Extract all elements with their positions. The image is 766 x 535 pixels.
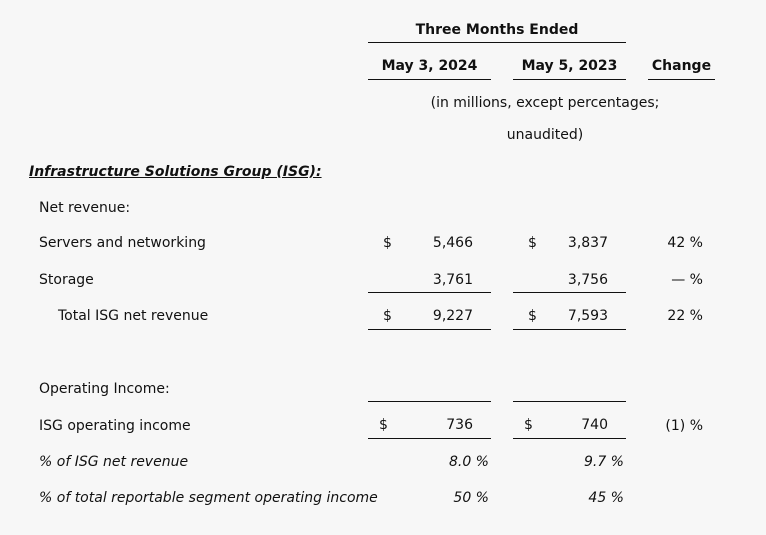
row-label-pct-total-segment-operating-income: % of total reportable segment operating income xyxy=(39,490,378,506)
value-2024: 5,466 xyxy=(432,235,473,251)
row-label-servers-networking: Servers and networking xyxy=(39,235,206,251)
value-2024: 9,227 xyxy=(432,308,473,324)
change-header-rule xyxy=(648,79,715,80)
currency-symbol: $ xyxy=(528,235,537,251)
change-value: — % xyxy=(671,272,703,288)
column-header-may-3-2024: May 3, 2024 xyxy=(381,58,478,74)
col2-header-rule xyxy=(513,79,626,80)
change-value: (1) % xyxy=(665,418,703,434)
row-label-pct-isg-net-revenue: % of ISG net revenue xyxy=(39,454,189,470)
subtotal-rule-2024 xyxy=(368,292,491,293)
operating-income-label: Operating Income: xyxy=(39,381,170,397)
col1-header-rule xyxy=(368,79,491,80)
currency-symbol: $ xyxy=(528,308,537,324)
currency-symbol: $ xyxy=(383,235,392,251)
currency-symbol: $ xyxy=(524,417,533,433)
operating-rule-2023 xyxy=(513,401,626,402)
value-2024: 736 xyxy=(446,417,473,433)
subtotal-rule-2023 xyxy=(513,292,626,293)
operating-total-rule-2024 xyxy=(368,438,491,439)
change-value: 22 % xyxy=(667,308,703,324)
value-2023: 7,593 xyxy=(567,308,608,324)
total-rule-2023 xyxy=(513,329,626,330)
currency-symbol: $ xyxy=(383,308,392,324)
net-revenue-label: Net revenue: xyxy=(39,200,131,216)
row-label-total-isg-net-revenue: Total ISG net revenue xyxy=(58,308,209,324)
value-2024: 50 % xyxy=(453,490,489,506)
period-title-rule xyxy=(368,42,626,43)
units-note-line1: (in millions, except percentages; xyxy=(430,95,660,111)
value-2023: 3,756 xyxy=(567,272,608,288)
section-title: Infrastructure Solutions Group (ISG): xyxy=(29,164,322,180)
value-2023: 3,837 xyxy=(567,235,608,251)
change-value: 42 % xyxy=(667,235,703,251)
currency-symbol: $ xyxy=(379,417,388,433)
operating-total-rule-2023 xyxy=(513,438,626,439)
row-label-storage: Storage xyxy=(39,272,94,288)
column-header-may-5-2023: May 5, 2023 xyxy=(521,58,618,74)
units-note-line2: unaudited) xyxy=(506,127,584,143)
value-2023: 740 xyxy=(581,417,608,433)
column-header-change: Change xyxy=(651,58,712,74)
value-2023: 9.7 % xyxy=(583,454,624,470)
value-2024: 8.0 % xyxy=(448,454,489,470)
period-title: Three Months Ended xyxy=(415,22,579,38)
operating-rule-2024 xyxy=(368,401,491,402)
total-rule-2024 xyxy=(368,329,491,330)
value-2024: 3,761 xyxy=(432,272,473,288)
row-label-isg-operating-income: ISG operating income xyxy=(39,418,191,434)
value-2023: 45 % xyxy=(588,490,624,506)
